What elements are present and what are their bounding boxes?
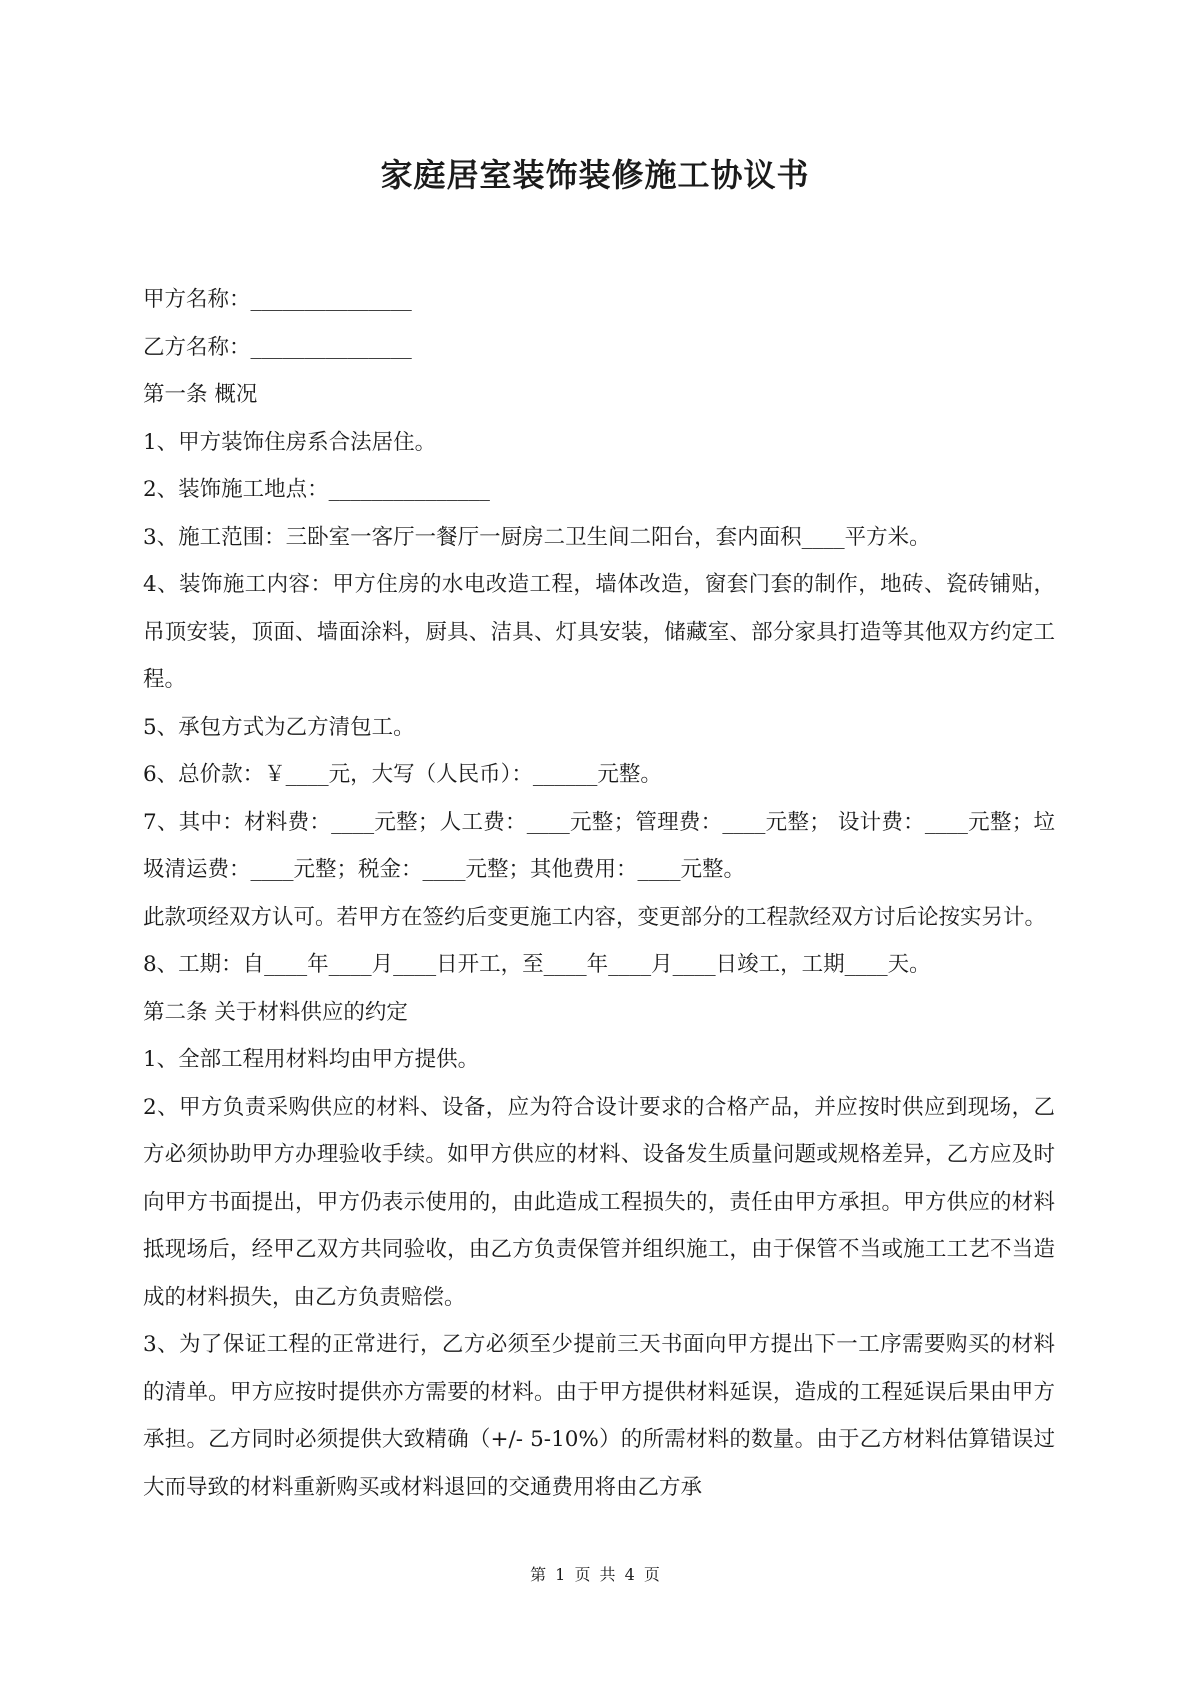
article-2-heading: 第二条 关于材料供应的约定 <box>143 999 408 1025</box>
article-1-heading: 第一条 概况 <box>143 382 258 407</box>
party-b-name-line: 乙方名称：_______________ <box>143 334 412 360</box>
clause-1-8: 8、工期：自____年____月____日开工，至____年____月____日竣工，工期____天。 <box>143 952 931 977</box>
clause-1-4: 4、装饰施工内容：甲方住房的水电改造工程，墙体改造，窗套门套的制作，地砖、瓷砖铺贴，吊顶安装，顶面、墙面涂料，厨具、洁具、灯具安装，储藏室、部分家具打造等其他双方约定工程。 <box>143 572 1055 692</box>
page-footer: 第 1 页 共 4 页 <box>530 1565 660 1584</box>
clause-2-2: 2、甲方负责采购供应的材料、设备，应为符合设计要求的合格产品，并应按时供应到现场，乙方必须协助甲方办理验收手续。如甲方供应的材料、设备发生质量问题或规格差异，乙方应及时向甲方书面提出，甲方仍表示使用的，由此造成工程损失的，责任由甲方承担。甲方供应的材料抵现场后，经甲乙双方共同验收，由乙方负责保管并组织施工，由于保管不当或施工工艺不当造成的材料损失，由乙方负责赔偿。 <box>143 1094 1055 1310</box>
document-body <box>143 276 1055 1511</box>
document-title: 家庭居室装饰装修施工协议书 <box>380 156 810 194</box>
clause-1-7-note: 此款项经双方认可。若甲方在签约后变更施工内容，变更部分的工程款经双方讨后论按实另计。 <box>143 904 1047 930</box>
clause-1-7: 7、其中：材料费：____元整；人工费：____元整；管理费：____元整； 设计费：____元整；垃圾清运费：____元整；税金：____元整；其他费用：____元整。 <box>143 809 1055 882</box>
clause-1-6: 6、总价款：￥____元，大写（人民币）：______元整。 <box>143 762 662 787</box>
clause-2-1: 1、全部工程用材料均由甲方提供。 <box>143 1047 480 1072</box>
clause-2-3: 3、为了保证工程的正常进行，乙方必须至少提前三天书面向甲方提出下一工序需要购买的材料的清单。甲方应按时提供亦方需要的材料。由于甲方提供材料延误，造成的工程延误后果由甲方承担。乙方同时必须提供大致精确（+/- 5-10%）的所需材料的数量。由于乙方材料估算错误过大而导致的材料重新购买或材料退回的交通费用将由乙方承 <box>143 1332 1055 1500</box>
clause-1-5: 5、承包方式为乙方清包工。 <box>143 714 415 740</box>
clause-1-3: 3、施工范围：三卧室一客厅一餐厅一厨房二卫生间二阳台，套内面积____平方米。 <box>143 524 931 550</box>
clause-1-1: 1、甲方装饰住房系合法居住。 <box>143 429 437 455</box>
party-a-name-line: 甲方名称：_______________ <box>143 287 412 312</box>
clause-1-2: 2、装饰施工地点：_______________ <box>143 477 490 502</box>
